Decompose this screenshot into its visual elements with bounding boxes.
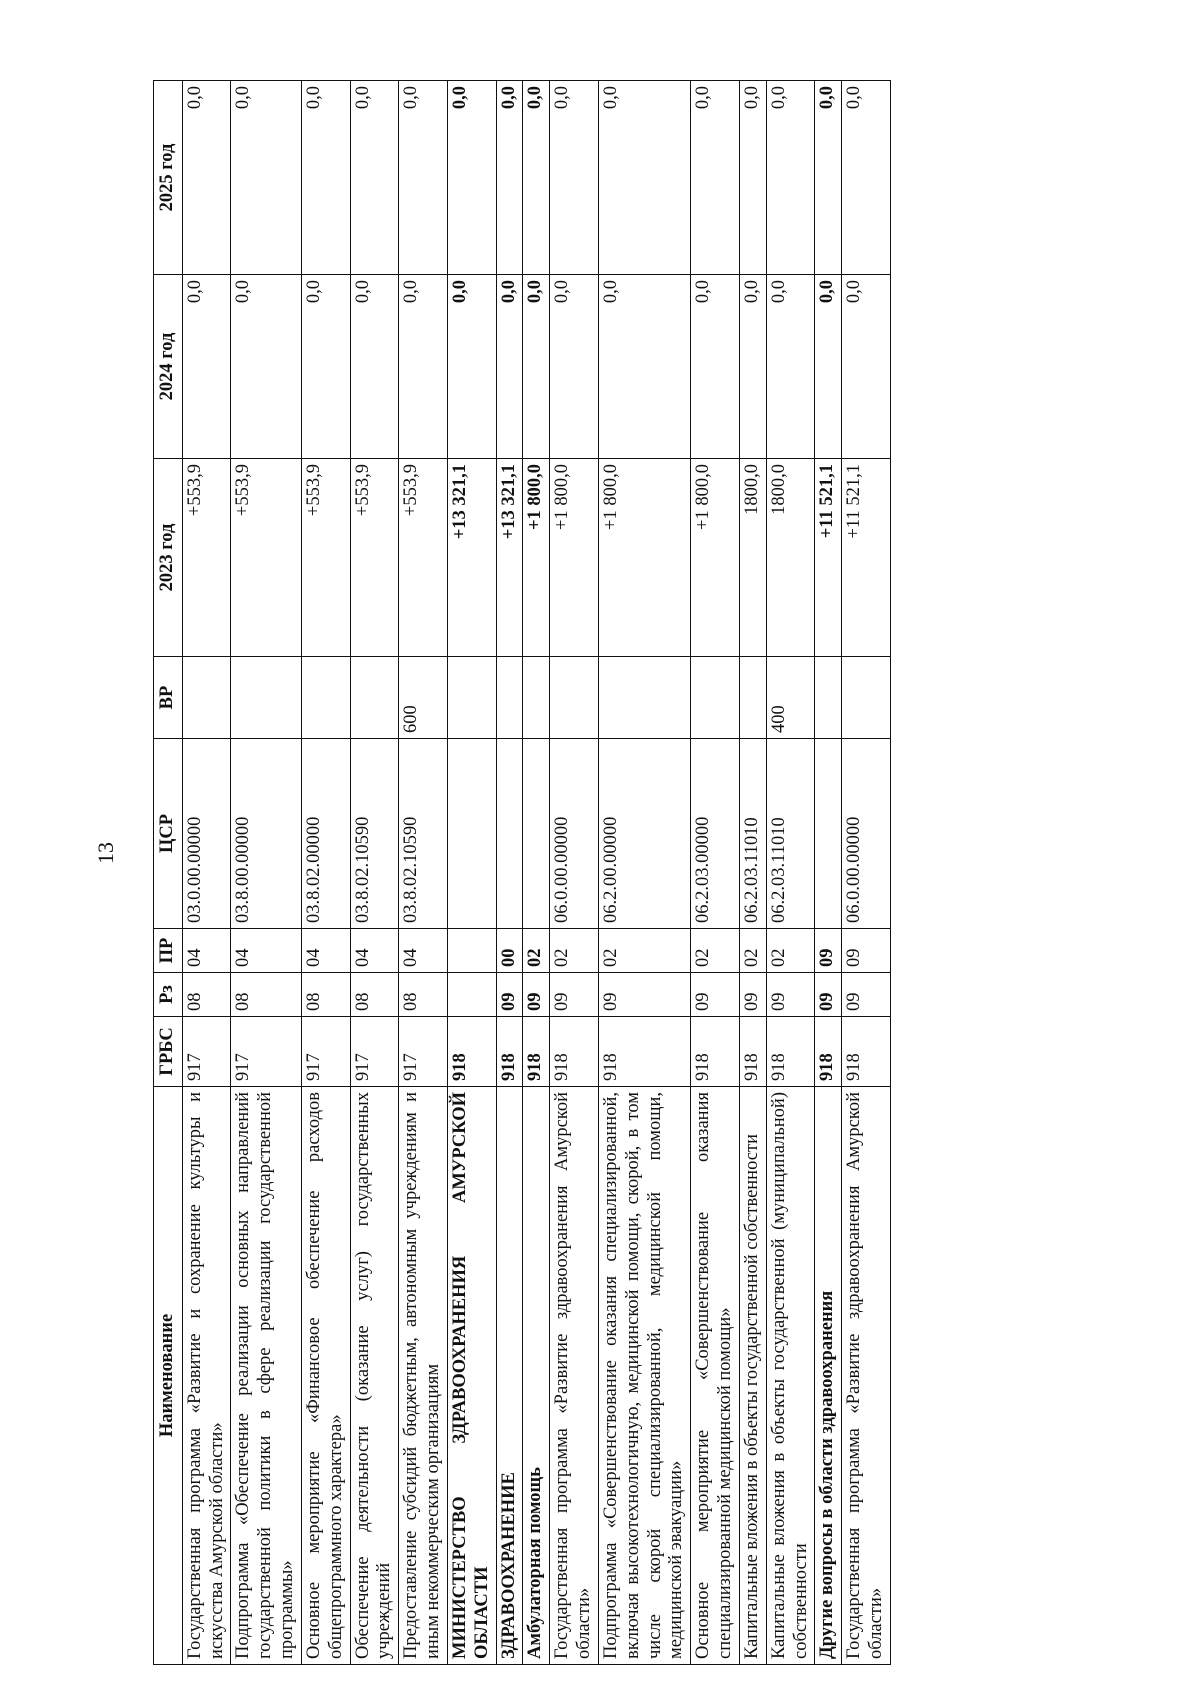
cell-rz: 08 [182, 973, 231, 1017]
cell-2024: 0,0 [231, 275, 301, 459]
cell-vr [842, 657, 891, 739]
cell-name: Подпрограмма «Обеспечение реализации основных направлений государственной политики в сфере реализации государственной программы» [231, 1087, 301, 1665]
cell-2024: 0,0 [447, 275, 496, 459]
cell-grbs: 918 [739, 1017, 766, 1087]
cell-pr: 04 [231, 929, 301, 973]
table-row [598, 81, 690, 1665]
cell-csr: 03.8.02.10590 [399, 739, 448, 929]
table-row [182, 81, 231, 1665]
cell-2025: 0,0 [842, 81, 891, 275]
header-pr: ПР [154, 929, 183, 973]
cell-name: Государственная программа «Развитие здравоохранения Амурской области» [842, 1087, 891, 1665]
cell-2024: 0,0 [182, 275, 231, 459]
cell-2025: 0,0 [399, 81, 448, 275]
cell-vr: 400 [766, 657, 815, 739]
cell-vr: 600 [399, 657, 448, 739]
cell-vr [598, 657, 690, 739]
cell-name: Обеспечение деятельности (оказание услуг) государственных учреждений [350, 1087, 399, 1665]
cell-2024: 0,0 [598, 275, 690, 459]
cell-2023: +553,9 [301, 459, 350, 657]
cell-pr: 02 [691, 929, 740, 973]
cell-2023: +11 521,1 [842, 459, 891, 657]
cell-grbs: 917 [231, 1017, 301, 1087]
cell-2023: +11 521,1 [815, 459, 842, 657]
table-row [550, 81, 599, 1665]
cell-vr [815, 657, 842, 739]
table-header-row [154, 81, 183, 1665]
cell-2023: 1800,0 [739, 459, 766, 657]
cell-2023: +553,9 [182, 459, 231, 657]
cell-name: Капитальные вложения в объекты государственной собственности [739, 1087, 766, 1665]
cell-2024: 0,0 [350, 275, 399, 459]
cell-rz: 09 [598, 973, 690, 1017]
cell-2024: 0,0 [739, 275, 766, 459]
cell-name: Основное мероприятие «Финансовое обеспечение расходов общепрограммного характера» [301, 1087, 350, 1665]
table-row [739, 81, 766, 1665]
cell-2025: 0,0 [496, 81, 523, 275]
table-row [447, 81, 496, 1665]
header-csr: ЦСР [154, 739, 183, 929]
header-vr: ВР [154, 657, 183, 739]
cell-rz: 09 [691, 973, 740, 1017]
cell-2023: +1 800,0 [550, 459, 599, 657]
cell-2025: 0,0 [523, 81, 550, 275]
cell-grbs: 918 [766, 1017, 815, 1087]
table-row [842, 81, 891, 1665]
cell-name: Подпрограмма «Совершенствование оказания специализированной, включая высокотехнологичную, медицинской помощи, скорой, в том числе скорой специализированной, медицинской помощи, медицинской эвакуации» [598, 1087, 690, 1665]
cell-pr: 02 [598, 929, 690, 973]
cell-2024: 0,0 [691, 275, 740, 459]
cell-csr: 03.8.00.00000 [231, 739, 301, 929]
cell-csr: 03.0.00.00000 [182, 739, 231, 929]
cell-csr: 06.2.00.00000 [598, 739, 690, 929]
cell-2023: +553,9 [399, 459, 448, 657]
cell-2025: 0,0 [231, 81, 301, 275]
cell-2023: +1 800,0 [598, 459, 690, 657]
cell-pr: 02 [766, 929, 815, 973]
cell-rz: 09 [496, 973, 523, 1017]
cell-grbs: 918 [842, 1017, 891, 1087]
header-2025: 2025 год [154, 81, 183, 275]
cell-pr: 02 [523, 929, 550, 973]
cell-vr [550, 657, 599, 739]
cell-2023: 1800,0 [766, 459, 815, 657]
cell-name: Капитальные вложения в объекты государственной (муниципальной) собственности [766, 1087, 815, 1665]
table-row [301, 81, 350, 1665]
cell-2024: 0,0 [842, 275, 891, 459]
cell-rz: 08 [301, 973, 350, 1017]
cell-name: Амбулаторная помощь [523, 1087, 550, 1665]
cell-name: Государственная программа «Развитие здравоохранения Амурской области» [550, 1087, 599, 1665]
table-body [182, 81, 890, 1665]
cell-2023: +13 321,1 [447, 459, 496, 657]
cell-vr [301, 657, 350, 739]
cell-name: МИНИСТЕРСТВО ЗДРАВООХРАНЕНИЯ АМУРСКОЙ ОБЛАСТИ [447, 1087, 496, 1665]
cell-2023: +553,9 [350, 459, 399, 657]
cell-rz [447, 973, 496, 1017]
cell-vr [523, 657, 550, 739]
table-row [399, 81, 448, 1665]
cell-rz: 09 [739, 973, 766, 1017]
cell-2024: 0,0 [815, 275, 842, 459]
cell-pr: 09 [815, 929, 842, 973]
cell-csr: 06.2.03.11010 [766, 739, 815, 929]
table-row [691, 81, 740, 1665]
table-row [815, 81, 842, 1665]
cell-grbs: 918 [496, 1017, 523, 1087]
cell-grbs: 918 [691, 1017, 740, 1087]
cell-csr: 06.0.00.00000 [842, 739, 891, 929]
cell-grbs: 917 [301, 1017, 350, 1087]
cell-grbs: 917 [182, 1017, 231, 1087]
cell-rz: 08 [399, 973, 448, 1017]
cell-rz: 09 [815, 973, 842, 1017]
cell-2024: 0,0 [523, 275, 550, 459]
budget-table [153, 80, 891, 1665]
cell-grbs: 918 [550, 1017, 599, 1087]
budget-table-container [153, 81, 999, 1665]
table-row [766, 81, 815, 1665]
table-row [523, 81, 550, 1665]
cell-vr [350, 657, 399, 739]
cell-pr [447, 929, 496, 973]
cell-2023: +1 800,0 [691, 459, 740, 657]
cell-vr [182, 657, 231, 739]
cell-2024: 0,0 [399, 275, 448, 459]
cell-grbs: 917 [350, 1017, 399, 1087]
cell-csr [523, 739, 550, 929]
cell-csr [815, 739, 842, 929]
cell-pr: 02 [739, 929, 766, 973]
header-2023: 2023 год [154, 459, 183, 657]
cell-2025: 0,0 [447, 81, 496, 275]
cell-vr [447, 657, 496, 739]
cell-rz: 09 [766, 973, 815, 1017]
cell-2025: 0,0 [691, 81, 740, 275]
cell-2023: +553,9 [231, 459, 301, 657]
cell-2025: 0,0 [766, 81, 815, 275]
cell-name: Основное мероприятие «Совершенствование оказания специализированной медицинской помощи» [691, 1087, 740, 1665]
cell-grbs: 918 [598, 1017, 690, 1087]
header-rz: Рз [154, 973, 183, 1017]
page-number: 13 [93, 842, 118, 864]
cell-2025: 0,0 [739, 81, 766, 275]
cell-2024: 0,0 [301, 275, 350, 459]
cell-2024: 0,0 [766, 275, 815, 459]
cell-rz: 08 [231, 973, 301, 1017]
cell-vr [231, 657, 301, 739]
cell-pr: 09 [842, 929, 891, 973]
cell-grbs: 918 [815, 1017, 842, 1087]
cell-csr: 06.2.03.00000 [691, 739, 740, 929]
cell-vr [691, 657, 740, 739]
cell-2023: +13 321,1 [496, 459, 523, 657]
cell-name: ЗДРАВООХРАНЕНИЕ [496, 1087, 523, 1665]
cell-2025: 0,0 [598, 81, 690, 275]
cell-vr [496, 657, 523, 739]
cell-rz: 09 [550, 973, 599, 1017]
cell-rz: 08 [350, 973, 399, 1017]
table-row [350, 81, 399, 1665]
cell-pr: 04 [399, 929, 448, 973]
cell-name: Другие вопросы в области здравоохранения [815, 1087, 842, 1665]
cell-2025: 0,0 [182, 81, 231, 275]
cell-csr: 06.0.00.00000 [550, 739, 599, 929]
cell-pr: 04 [350, 929, 399, 973]
cell-grbs: 917 [399, 1017, 448, 1087]
cell-2025: 0,0 [301, 81, 350, 275]
cell-pr: 00 [496, 929, 523, 973]
cell-rz: 09 [842, 973, 891, 1017]
cell-csr: 03.8.02.00000 [301, 739, 350, 929]
header-name: Наименование [154, 1087, 183, 1665]
cell-csr: 03.8.02.10590 [350, 739, 399, 929]
header-grbs: ГРБС [154, 1017, 183, 1087]
cell-2025: 0,0 [815, 81, 842, 275]
cell-2024: 0,0 [496, 275, 523, 459]
cell-grbs: 918 [523, 1017, 550, 1087]
cell-2025: 0,0 [350, 81, 399, 275]
cell-grbs: 918 [447, 1017, 496, 1087]
header-2024: 2024 год [154, 275, 183, 459]
cell-2024: 0,0 [550, 275, 599, 459]
table-row [231, 81, 301, 1665]
cell-pr: 02 [550, 929, 599, 973]
cell-rz: 09 [523, 973, 550, 1017]
cell-2023: +1 800,0 [523, 459, 550, 657]
cell-csr: 06.2.03.11010 [739, 739, 766, 929]
cell-csr [496, 739, 523, 929]
cell-2025: 0,0 [550, 81, 599, 275]
cell-vr [739, 657, 766, 739]
table-row [496, 81, 523, 1665]
cell-csr [447, 739, 496, 929]
cell-pr: 04 [301, 929, 350, 973]
cell-name: Государственная программа «Развитие и сохранение культуры и искусства Амурской области» [182, 1087, 231, 1665]
cell-name: Предоставление субсидий бюджетным, автономным учреждениям и иным некоммерческим организациям [399, 1087, 448, 1665]
cell-pr: 04 [182, 929, 231, 973]
